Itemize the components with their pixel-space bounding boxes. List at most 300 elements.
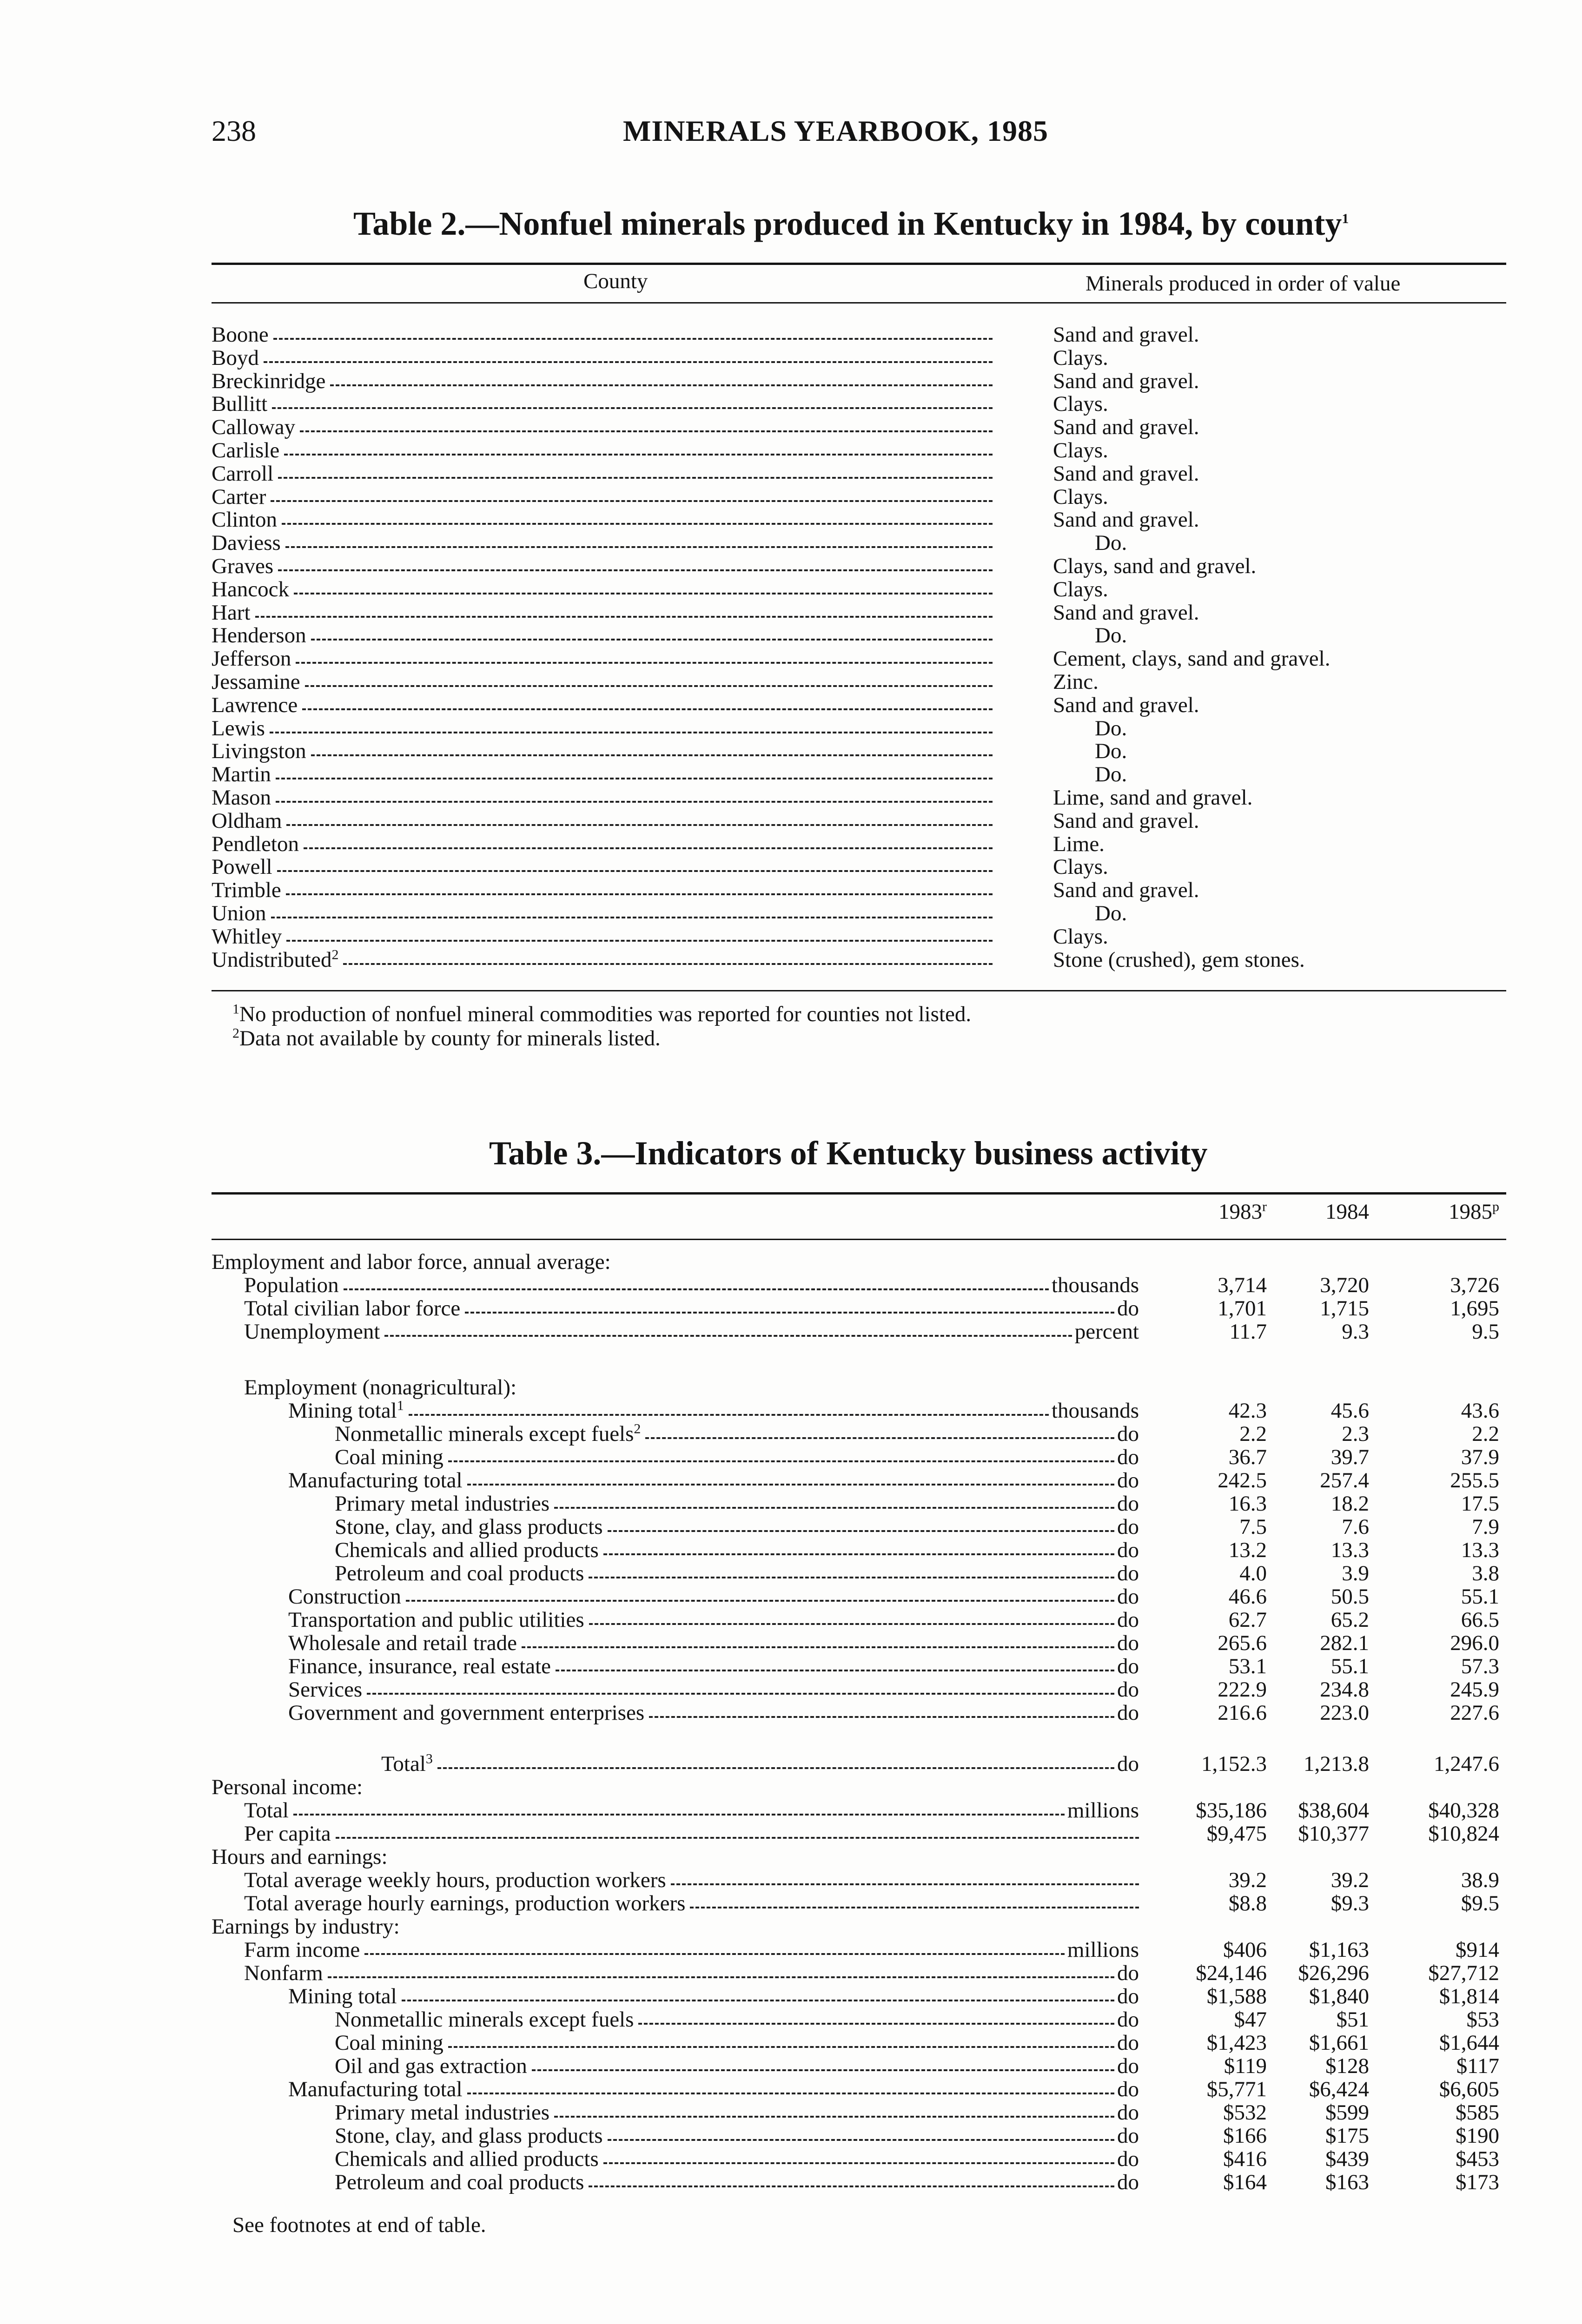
county-cell (212, 832, 993, 856)
minerals-cell: Sand and gravel. (1053, 878, 1199, 903)
row-label: Total (244, 1798, 289, 1822)
value-cell: $1,814 (1439, 1984, 1499, 2008)
section-heading (0, 1376, 1582, 1399)
table-row (212, 832, 1506, 856)
footnote-text: No production of nonfuel mineral commodities was reported for counties not listed. (239, 1002, 972, 1026)
row-label: Employment (nonagricultural): (244, 1375, 517, 1400)
value-cell: 46.6 (1228, 1585, 1267, 1609)
minerals-cell: Sand and gravel. (1053, 693, 1199, 717)
leader-dots (467, 2093, 1114, 2094)
minerals-cell: Clays. (1053, 438, 1108, 462)
footnote-text: Data not available by county for minerals listed. (239, 1026, 661, 1050)
value-cell: $35,186 (1196, 1798, 1267, 1822)
section-heading (0, 1915, 1582, 1938)
value-cell: 17.5 (1461, 1492, 1499, 1516)
county-cell (212, 902, 993, 925)
row-label: Finance, insurance, real estate (288, 1654, 551, 1678)
row-label-cell (288, 1469, 1139, 1492)
value-cell: 222.9 (1218, 1677, 1267, 1702)
county-name: Union (212, 901, 266, 925)
county-name: Whitley (212, 924, 282, 949)
table-row (0, 1868, 1582, 1892)
table2-title-footnote-mark: 1 (1342, 211, 1349, 226)
value-cell: 65.2 (1330, 1608, 1369, 1632)
value-cell: 7.6 (1342, 1515, 1369, 1539)
table-row (212, 739, 1506, 763)
unit-label: do (1117, 1585, 1139, 1609)
unit-label: do (1117, 1961, 1139, 1985)
leader-dots (589, 2185, 1114, 2187)
county-cell (212, 346, 993, 370)
unit-label: do (1117, 2031, 1139, 2055)
county-cell (212, 531, 993, 555)
leader-dots (270, 732, 993, 733)
value-cell: $38,604 (1298, 1798, 1369, 1822)
footnote-mark: 1 (232, 1001, 239, 1017)
row-label: Mining total$^1$ (288, 1398, 404, 1423)
minerals-cell: Clays, sand and gravel. (1053, 554, 1257, 578)
value-cell: 2.3 (1342, 1422, 1369, 1446)
table-row (0, 1822, 1582, 1845)
county-name: Lewis (212, 716, 265, 740)
minerals-cell: Sand and gravel. (1053, 508, 1199, 532)
leader-dots (437, 1767, 1114, 1769)
value-cell: $416 (1223, 2147, 1267, 2171)
value-cell: 255.5 (1450, 1468, 1499, 1492)
table-row (0, 1422, 1582, 1446)
table-row (212, 763, 1506, 786)
leader-dots (465, 1312, 1114, 1314)
county-cell (212, 624, 993, 647)
footnote-mark: 3 (425, 1751, 433, 1767)
table-row (0, 1320, 1582, 1343)
unit-label: do (1117, 1422, 1139, 1446)
row-label: Personal income: (212, 1775, 363, 1799)
leader-dots (608, 2139, 1114, 2141)
table-row (0, 1752, 1582, 1776)
row-label: Total civilian labor force (244, 1296, 461, 1320)
leader-dots (276, 801, 993, 803)
value-cell: 11.7 (1229, 1320, 1267, 1344)
value-cell: 55.1 (1330, 1654, 1369, 1678)
leader-dots (690, 1907, 1139, 1908)
value-cell: $40,328 (1428, 1798, 1499, 1822)
leader-dots (603, 2162, 1114, 2164)
value-cell: $406 (1223, 1938, 1267, 1962)
value-cell: 9.5 (1472, 1320, 1499, 1344)
table-row (212, 878, 1506, 902)
value-cell: 50.5 (1330, 1585, 1369, 1609)
row-label-cell (288, 1655, 1139, 1678)
value-cell: 7.5 (1239, 1515, 1267, 1539)
county-cell (212, 670, 993, 693)
leader-dots (286, 893, 993, 895)
unit-label: do (1117, 1752, 1139, 1776)
county-cell (212, 323, 993, 346)
row-label-cell (288, 1631, 1139, 1655)
value-cell: 39.2 (1330, 1868, 1369, 1892)
value-cell: $117 (1456, 2054, 1499, 2078)
minerals-cell: Do. (1095, 716, 1127, 740)
county-name: Daviess (212, 531, 281, 555)
county-cell (212, 948, 993, 971)
minerals-cell: Clays. (1053, 924, 1108, 949)
row-label-cell (288, 2078, 1139, 2101)
value-cell: $1,588 (1206, 1984, 1267, 2008)
leader-dots (532, 2069, 1114, 2071)
value-cell: 245.9 (1450, 1677, 1499, 1702)
column-header (1411, 1199, 1499, 1224)
county-name: Hart (212, 600, 251, 625)
leader-dots (286, 940, 993, 942)
row-label-cell (244, 1961, 1139, 1985)
table2-col-county: County (583, 269, 648, 293)
value-cell: 13.2 (1228, 1538, 1267, 1562)
unit-label: do (1117, 1468, 1139, 1492)
leader-dots (278, 569, 993, 571)
county-cell (212, 717, 993, 740)
value-cell: $51 (1336, 2007, 1369, 2032)
table-row (0, 1562, 1582, 1585)
value-cell: 1,701 (1218, 1296, 1267, 1320)
row-label: Employment and labor force, annual average: (212, 1250, 611, 1274)
row-label: Total average hourly earnings, production workers (244, 1891, 686, 1915)
footnote (232, 1002, 971, 1027)
row-label-cell (335, 2147, 1139, 2171)
table-row (0, 1961, 1582, 1985)
county-name: Hancock (212, 577, 290, 601)
unit-label: do (1117, 1445, 1139, 1469)
table-row (0, 1938, 1582, 1961)
county-cell (212, 578, 993, 601)
table-row (0, 1538, 1582, 1562)
county-cell (212, 416, 993, 439)
row-label: Stone, clay, and glass products (335, 1515, 603, 1539)
leader-dots (277, 870, 993, 872)
leader-dots (364, 1953, 1065, 1955)
table2-title (353, 205, 1349, 243)
minerals-cell: Sand and gravel. (1053, 461, 1199, 486)
table-row (212, 555, 1506, 578)
leader-dots (671, 1883, 1139, 1885)
unit-label: do (1117, 1296, 1139, 1320)
table-row (212, 902, 1506, 925)
table-row (0, 2171, 1582, 2194)
row-label-cell (288, 1585, 1139, 1608)
row-label: Primary metal industries (335, 2100, 550, 2125)
row-label: Total average weekly hours, production workers (244, 1868, 666, 1892)
county-name: Mason (212, 786, 271, 810)
leader-dots (311, 639, 993, 640)
county-cell (212, 855, 993, 878)
unit-label: millions (1067, 1798, 1139, 1822)
value-cell: $453 (1456, 2147, 1499, 2171)
table-row (0, 1469, 1582, 1492)
county-cell (212, 809, 993, 832)
table-row (0, 1297, 1582, 1320)
table2-col-minerals: Minerals produced in order of value (1086, 271, 1401, 296)
table-row (212, 855, 1506, 878)
value-cell: 53.1 (1228, 1654, 1267, 1678)
value-cell: $47 (1234, 2007, 1267, 2032)
unit-label: do (1117, 2147, 1139, 2171)
unit-label: do (1117, 2124, 1139, 2148)
leader-dots (330, 384, 993, 386)
table-row (0, 1515, 1582, 1538)
row-label: Nonmetallic minerals except fuels (335, 2007, 634, 2032)
row-label-cell (335, 1538, 1139, 1562)
row-label: Primary metal industries (335, 1492, 550, 1516)
value-cell: 282.1 (1320, 1631, 1369, 1655)
unit-label: thousands (1052, 1399, 1139, 1423)
value-cell: $5,771 (1206, 2077, 1267, 2101)
minerals-cell: Clays. (1053, 855, 1108, 879)
county-cell (212, 739, 993, 763)
value-cell: $914 (1456, 1938, 1499, 1962)
county-cell (212, 485, 993, 508)
county-cell (212, 786, 993, 809)
value-cell: $439 (1325, 2147, 1369, 2171)
leader-dots (467, 1484, 1114, 1486)
leader-dots (589, 1577, 1114, 1578)
value-cell: 42.3 (1228, 1399, 1267, 1423)
table3-top-rule (212, 1192, 1506, 1195)
table-row (212, 508, 1506, 531)
minerals-cell: Lime, sand and gravel. (1053, 786, 1253, 810)
value-cell: 1,152.3 (1201, 1752, 1267, 1776)
table-row (212, 392, 1506, 416)
value-cell: 3,714 (1218, 1273, 1267, 1297)
county-name: Boyd (212, 345, 259, 370)
running-title: MINERALS YEARBOOK, 1985 (623, 114, 1048, 147)
leader-dots (300, 430, 993, 432)
value-cell: 57.3 (1461, 1654, 1499, 1678)
leader-dots (304, 847, 993, 849)
row-label: Petroleum and coal products (335, 1561, 584, 1585)
leader-dots (296, 662, 993, 664)
value-cell: 4.0 (1239, 1561, 1267, 1585)
value-cell: 216.6 (1218, 1701, 1267, 1725)
leader-dots (343, 963, 993, 965)
value-cell: $1,840 (1309, 1984, 1369, 2008)
value-cell: 45.6 (1330, 1399, 1369, 1423)
table-row (212, 370, 1506, 393)
table-row (212, 948, 1506, 971)
row-label-cell (244, 1297, 1139, 1320)
leader-dots (603, 1553, 1114, 1555)
value-cell: 13.3 (1461, 1538, 1499, 1562)
row-label: Earnings by industry: (212, 1915, 400, 1939)
table-row (0, 2008, 1582, 2031)
table-row (212, 578, 1506, 601)
value-cell: $164 (1223, 2170, 1267, 2194)
table2-bottom-rule (212, 990, 1506, 991)
row-label: Oil and gas extraction (335, 2054, 527, 2078)
value-cell: $6,605 (1439, 2077, 1499, 2101)
county-name: Undistributed$^2$ (212, 946, 339, 972)
minerals-cell: Do. (1095, 531, 1127, 555)
county-cell (212, 555, 993, 578)
value-cell: $173 (1456, 2170, 1499, 2194)
row-label-cell (244, 1892, 1139, 1915)
row-label: Total$^3$ (381, 1751, 433, 1776)
unit-label: do (1117, 2077, 1139, 2101)
minerals-cell: Lime. (1053, 832, 1105, 856)
value-cell: $24,146 (1196, 1961, 1267, 1985)
value-cell: 242.5 (1218, 1468, 1267, 1492)
county-name: Bullitt (212, 392, 268, 416)
leader-dots (402, 2000, 1114, 2001)
value-cell: $532 (1223, 2100, 1267, 2125)
table-row (0, 1446, 1582, 1469)
row-label: Transportation and public utilities (288, 1608, 584, 1632)
value-cell: 227.6 (1450, 1701, 1499, 1725)
county-cell (212, 392, 993, 416)
leader-dots (302, 708, 993, 710)
row-label: Hours and earnings: (212, 1845, 388, 1869)
leader-dots (645, 1437, 1114, 1439)
leader-dots (344, 1288, 1049, 1290)
leader-dots (272, 407, 993, 409)
column-header (1281, 1199, 1369, 1224)
minerals-cell: Cement, clays, sand and gravel. (1053, 647, 1330, 671)
table-row (0, 1399, 1582, 1422)
leader-dots (649, 1716, 1114, 1718)
county-name: Breckinridge (212, 369, 326, 393)
row-label-cell (335, 2124, 1139, 2147)
row-label-cell (335, 2008, 1139, 2031)
value-cell: 3.9 (1342, 1561, 1369, 1585)
row-label: Nonmetallic minerals except fuels$^2$ (335, 1421, 641, 1446)
leader-dots (638, 2023, 1114, 2025)
minerals-cell: Sand and gravel. (1053, 808, 1199, 833)
table-row (212, 786, 1506, 809)
table-row (0, 1655, 1582, 1678)
leader-dots (294, 593, 993, 594)
value-cell: $585 (1456, 2100, 1499, 2125)
row-label: Nonfarm (244, 1961, 323, 1985)
county-cell (212, 439, 993, 462)
row-label: Mining total (288, 1984, 397, 2008)
county-name: Carter (212, 484, 266, 509)
row-label: Petroleum and coal products (335, 2170, 584, 2194)
leader-dots (255, 616, 993, 618)
table-row (212, 809, 1506, 832)
table-row (212, 416, 1506, 439)
value-cell: $128 (1325, 2054, 1369, 2078)
row-label-cell (381, 1752, 1139, 1776)
table-row (212, 439, 1506, 462)
row-label-cell (244, 1822, 1139, 1845)
table-row (0, 1892, 1582, 1915)
value-cell: 265.6 (1218, 1631, 1267, 1655)
table-row (0, 2031, 1582, 2054)
county-cell (212, 601, 993, 624)
value-cell: 66.5 (1461, 1608, 1499, 1632)
value-cell: $1,644 (1439, 2031, 1499, 2055)
unit-label: do (1117, 1631, 1139, 1655)
leader-dots (328, 1976, 1114, 1978)
row-label-cell (288, 1985, 1139, 2008)
table-row (212, 693, 1506, 717)
row-label-cell (335, 1446, 1139, 1469)
table-row (0, 2147, 1582, 2171)
row-label: Farm income (244, 1938, 360, 1962)
table-row (0, 1274, 1582, 1297)
table-row (212, 624, 1506, 647)
value-cell: $9.5 (1461, 1891, 1499, 1915)
leader-dots (271, 500, 993, 502)
page-number: 238 (212, 114, 256, 147)
leader-dots (554, 1507, 1114, 1509)
value-cell: $26,296 (1298, 1961, 1369, 1985)
row-label: Manufacturing total (288, 2077, 463, 2101)
leader-dots (311, 754, 993, 756)
value-cell: 1,695 (1450, 1296, 1499, 1320)
table-row (0, 2078, 1582, 2101)
unit-label: millions (1067, 1938, 1139, 1962)
value-cell: 36.7 (1228, 1445, 1267, 1469)
unit-label: do (1117, 2054, 1139, 2078)
leader-dots (367, 1693, 1114, 1695)
county-name: Carroll (212, 461, 274, 486)
value-cell: 257.4 (1320, 1468, 1369, 1492)
table-row (212, 346, 1506, 370)
leader-dots (284, 454, 993, 456)
row-label: Chemicals and allied products (335, 1538, 599, 1562)
section-heading (0, 1776, 1582, 1799)
minerals-cell: Sand and gravel. (1053, 600, 1199, 625)
value-cell: 13.3 (1330, 1538, 1369, 1562)
value-cell: 2.2 (1239, 1422, 1267, 1446)
row-label-cell (288, 1608, 1139, 1631)
minerals-cell: Clays. (1053, 577, 1108, 601)
table-row (212, 462, 1506, 485)
row-label-cell (335, 2031, 1139, 2054)
county-name: Livingston (212, 739, 306, 764)
value-cell: 3,726 (1450, 1273, 1499, 1297)
value-cell: $1,423 (1206, 2031, 1267, 2055)
county-cell (212, 370, 993, 393)
row-label-cell (288, 1399, 1139, 1422)
leader-dots (448, 2046, 1114, 2048)
leader-dots (409, 1414, 1049, 1416)
table-row (212, 670, 1506, 693)
leader-dots (286, 824, 993, 826)
row-label-cell (335, 2101, 1139, 2124)
value-cell: $9.3 (1330, 1891, 1369, 1915)
unit-label: do (1117, 1538, 1139, 1562)
table-row (0, 1678, 1582, 1701)
county-name: Powell (212, 855, 272, 879)
table-row (212, 925, 1506, 948)
value-cell: $53 (1466, 2007, 1499, 2032)
unit-label: do (1117, 1677, 1139, 1702)
row-label: Coal mining (335, 1445, 443, 1469)
county-name: Jefferson (212, 647, 291, 671)
value-cell: 3.8 (1472, 1561, 1499, 1585)
row-label-cell (335, 2054, 1139, 2078)
value-cell: 1,247.6 (1434, 1752, 1499, 1776)
section-heading (0, 1250, 1582, 1274)
row-label: Stone, clay, and glass products (335, 2124, 603, 2148)
row-label: Population (244, 1273, 339, 1297)
row-label-cell (335, 1515, 1139, 1538)
row-label-cell (244, 1868, 1139, 1892)
minerals-cell: Clays. (1053, 392, 1108, 416)
value-cell: 55.1 (1461, 1585, 1499, 1609)
unit-label: do (1117, 1608, 1139, 1632)
